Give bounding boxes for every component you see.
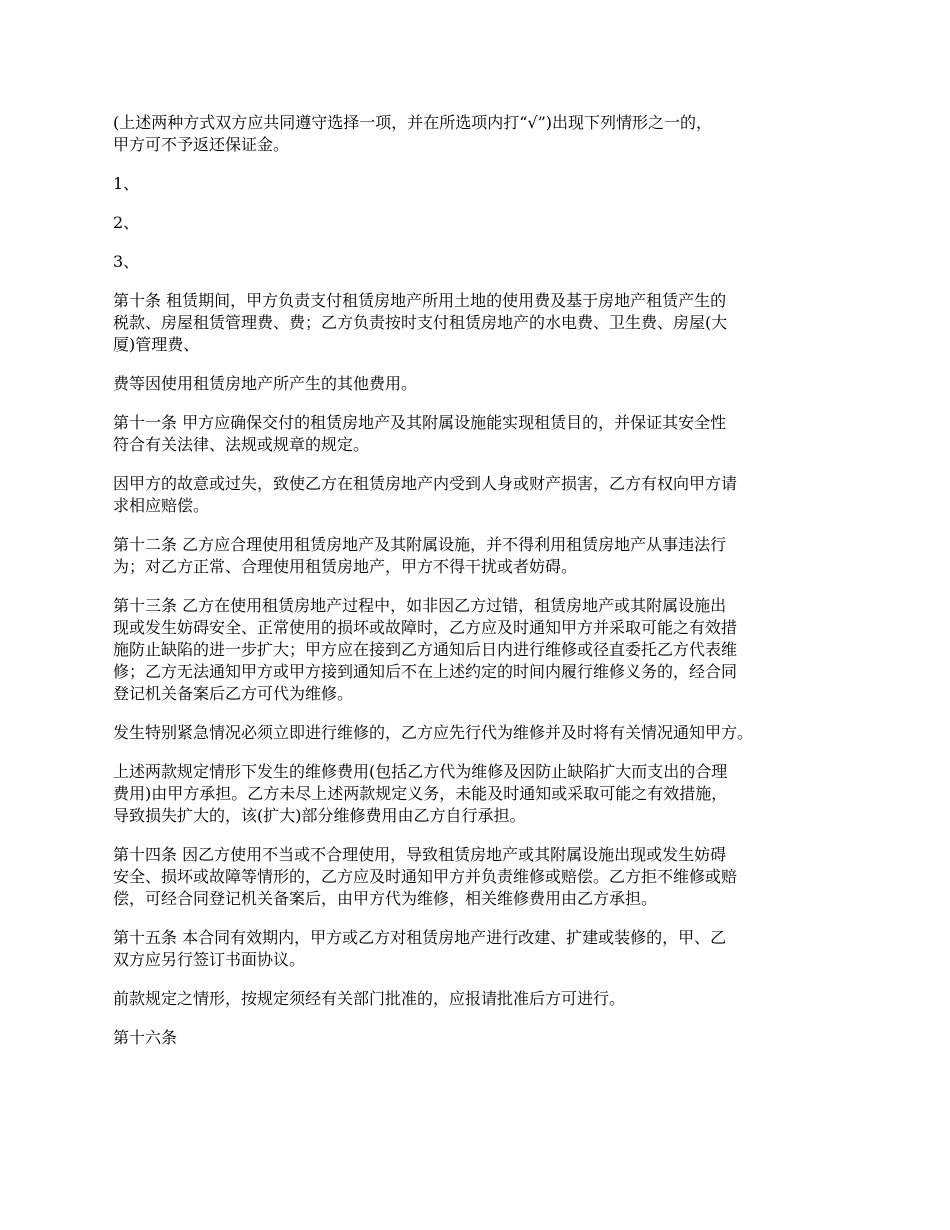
- text-line: 2、: [113, 213, 140, 232]
- text-line: 甲方可不予返还保证金。: [113, 135, 290, 154]
- paragraph: [113, 251, 853, 273]
- text-line: 修；乙方无法通知甲方或甲方接到通知后不在上述约定的时间内履行维修义务的，经合同: [113, 662, 738, 681]
- paragraph: [113, 534, 853, 578]
- text-line: 双方应另行签订书面协议。: [113, 950, 306, 969]
- text-line: 费用)由甲方承担。乙方未尽上述两款规定义务，未能及时通知或采取可能之有效措施，: [113, 784, 728, 803]
- text-line: 厦)管理费、: [113, 335, 200, 354]
- paragraph: [113, 373, 853, 395]
- text-line: 为；对乙方正常、合理使用租赁房地产，甲方不得干扰或者妨碍。: [113, 557, 578, 576]
- text-line: 1、: [113, 174, 140, 193]
- paragraph: [113, 927, 853, 971]
- paragraph: [113, 1027, 853, 1049]
- text-line: 登记机关备案后乙方可代为维修。: [113, 684, 354, 703]
- text-line: 第十六条: [113, 1028, 178, 1047]
- document-page: [113, 112, 853, 1066]
- text-line: 上述两款规定情形下发生的维修费用(包括乙方代为维修及因防止缺陷扩大而支出的合理: [113, 762, 728, 781]
- paragraph: [113, 412, 853, 456]
- paragraph: [113, 173, 853, 195]
- text-line: 施防止缺陷的进一步扩大；甲方应在接到乙方通知后日内进行维修或径直委托乙方代表维: [113, 640, 738, 659]
- text-line: 前款规定之情形，按规定须经有关部门批准的，应报请批准后方可进行。: [113, 989, 626, 1008]
- text-line: 现或发生妨碍安全、正常使用的损坏或故障时，乙方应及时通知甲方并采取可能之有效措: [113, 618, 738, 637]
- text-line: 3、: [113, 252, 140, 271]
- text-line: 因甲方的故意或过失，致使乙方在租赁房地产内受到人身或财产损害，乙方有权向甲方请: [113, 474, 738, 493]
- paragraph: [113, 722, 853, 744]
- text-line: 第十二条 乙方应合理使用租赁房地产及其附属设施，并不得利用租赁房地产从事违法行: [113, 535, 727, 554]
- text-line: 偿，可经合同登记机关备案后，由甲方代为维修，相关维修费用由乙方承担。: [113, 889, 658, 908]
- text-line: 税款、房屋租赁管理费、费；乙方负责按时支付租赁房地产的水电费、卫生费、房屋(大: [113, 313, 728, 332]
- paragraph: [113, 473, 853, 517]
- paragraph: [113, 212, 853, 234]
- text-line: 导致损失扩大的，该(扩大)部分维修费用由乙方自行承担。: [113, 806, 526, 825]
- text-line: 发生特别紧急情况必须立即进行维修的，乙方应先行代为维修并及时将有关情况通知甲方。: [113, 723, 754, 742]
- text-line: 求相应赔偿。: [113, 496, 210, 515]
- text-line: 第十五条 本合同有效期内，甲方或乙方对租赁房地产进行改建、扩建或装修的，甲、乙: [113, 928, 727, 947]
- paragraph: [113, 844, 853, 910]
- text-line: 第十条 租赁期间，甲方负责支付租赁房地产所用土地的使用费及基于房地产租赁产生的: [113, 291, 727, 310]
- text-line: 第十三条 乙方在使用租赁房地产过程中，如非因乙方过错，租赁房地产或其附属设施出: [113, 596, 727, 615]
- text-line: (上述两种方式双方应共同遵守选择一项，并在所选项内打“√”)出现下列情形之一的，: [113, 113, 713, 132]
- text-line: 第十四条 因乙方使用不当或不合理使用，导致租赁房地产或其附属设施出现或发生妨碍: [113, 845, 727, 864]
- text-line: 第十一条 甲方应确保交付的租赁房地产及其附属设施能实现租赁目的，并保证其安全性: [113, 413, 727, 432]
- paragraph: [113, 112, 853, 156]
- paragraph: [113, 595, 853, 705]
- text-line: 符合有关法律、法规或规章的规定。: [113, 435, 370, 454]
- paragraph: [113, 988, 853, 1010]
- paragraph: [113, 761, 853, 827]
- paragraph: [113, 290, 853, 356]
- text-line: 费等因使用租赁房地产所产生的其他费用。: [113, 374, 418, 393]
- text-line: 安全、损坏或故障等情形的，乙方应及时通知甲方并负责维修或赔偿。乙方拒不维修或赔: [113, 867, 738, 886]
